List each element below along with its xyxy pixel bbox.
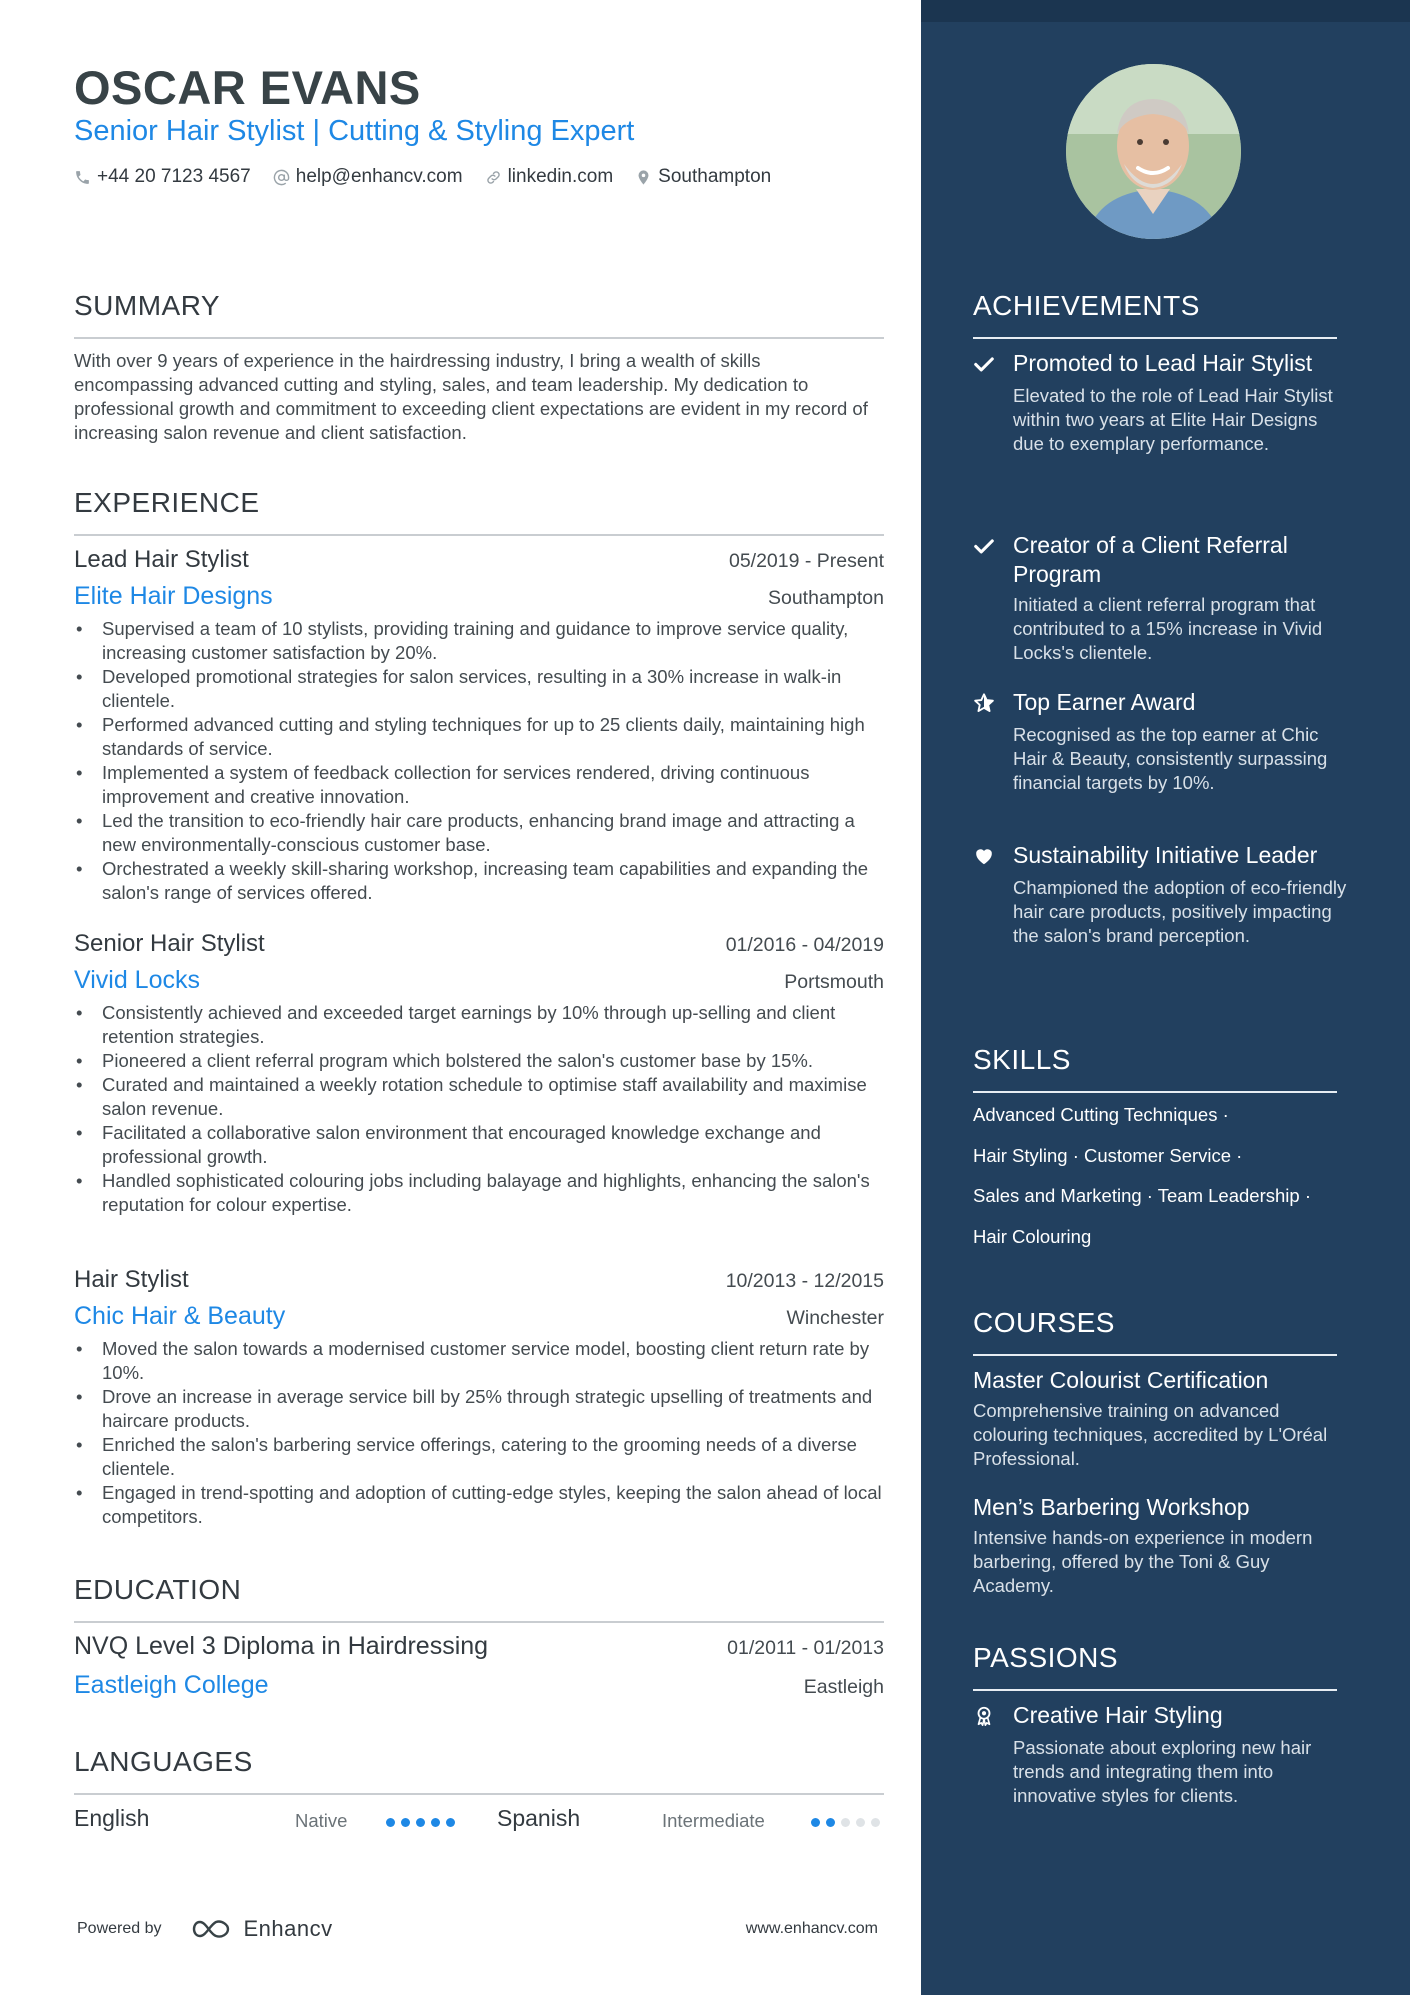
- achievement-item: [973, 349, 1353, 456]
- achievement-item: [973, 688, 1353, 795]
- proficiency-dot: [446, 1818, 455, 1827]
- bullet-item: • Enriched the salon's barbering service offerings, catering to the grooming needs of a diverse clientele.: [74, 1433, 884, 1481]
- check-icon: [973, 535, 995, 557]
- bullet-item: • Handled sophisticated colouring jobs including balayage and highlights, enhancing the salon's reputation for colour expertise.: [74, 1169, 884, 1217]
- proficiency-dot: [401, 1818, 410, 1827]
- proficiency-dot: [386, 1818, 395, 1827]
- skill-line: Advanced Cutting Techniques ·: [973, 1104, 1229, 1125]
- award-icon: [973, 1705, 995, 1727]
- section-title-courses: COURSES: [973, 1307, 1115, 1338]
- bullet-item: • Developed promotional strategies for salon services, resulting in a 30% increase in walk-in clientele.: [74, 665, 884, 713]
- job-dates: 01/2016 - 04/2019: [725, 934, 884, 956]
- bullet-item: • Drove an increase in average service bill by 25% through strategic upselling of treatments and haircare products.: [74, 1385, 884, 1433]
- proficiency-dot: [416, 1818, 425, 1827]
- contact-location: [635, 166, 771, 188]
- bullet-item: • Implemented a system of feedback collection for services rendered, driving continuous improvement and creative innovation.: [74, 761, 884, 809]
- proficiency-dot: [826, 1818, 835, 1827]
- achievement-item: [973, 531, 1353, 665]
- language-proficiency-dots: [811, 1818, 880, 1827]
- school-name[interactable]: Eastleigh College: [74, 1671, 269, 1699]
- bullet-item: • Curated and maintained a weekly rotation schedule to optimise staff availability and maximise salon revenue.: [74, 1073, 884, 1121]
- contact-linkedin[interactable]: [485, 166, 614, 188]
- skill-line: Sales and Marketing · Team Leadership ·: [973, 1185, 1311, 1206]
- company-name[interactable]: Elite Hair Designs: [74, 582, 273, 610]
- section-divider: [973, 1091, 1337, 1093]
- language-level: Native: [295, 1810, 348, 1831]
- proficiency-dot: [856, 1818, 865, 1827]
- job-location: Winchester: [786, 1307, 884, 1329]
- section-divider: [74, 1621, 884, 1623]
- job-dates: 10/2013 - 12/2015: [725, 1270, 884, 1292]
- achievement-title: Top Earner Award: [1013, 689, 1196, 715]
- job-location: Southampton: [767, 587, 884, 609]
- language-name: English: [74, 1805, 150, 1831]
- achievement-description: Recognised as the top earner at Chic Hair & Beauty, consistently surpassing financial targets by 10%.: [1013, 724, 1328, 793]
- section-divider: [973, 1689, 1337, 1691]
- profile-photo: [1066, 64, 1241, 239]
- bullet-item: • Performed advanced cutting and styling techniques for up to 25 clients daily, maintaining high standards of service.: [74, 713, 884, 761]
- footer-url[interactable]: www.enhancv.com: [745, 1920, 878, 1937]
- link-icon: [485, 169, 502, 186]
- education-dates: 01/2011 - 01/2013: [727, 1637, 884, 1659]
- achievement-title: Promoted to Lead Hair Stylist: [1013, 350, 1313, 376]
- job-title: Lead Hair Stylist: [74, 546, 249, 573]
- course-item: [973, 1366, 1343, 1471]
- course-item: [973, 1493, 1343, 1598]
- location-pin-icon: [635, 169, 652, 186]
- achievement-item: [973, 841, 1353, 948]
- course-description: Comprehensive training on advanced colouring techniques, accredited by L'Oréal Professional.: [973, 1400, 1328, 1469]
- section-divider: [973, 1354, 1337, 1356]
- education-location: Eastleigh: [803, 1676, 884, 1698]
- achievement-title: Sustainability Initiative Leader: [1013, 842, 1318, 868]
- footer-branding: [77, 1916, 333, 1942]
- bullet-item: • Engaged in trend-spotting and adoption of cutting-edge styles, keeping the salon ahead of local competitors.: [74, 1481, 884, 1529]
- job-title: Senior Hair Stylist: [74, 930, 265, 957]
- section-divider: [74, 337, 884, 339]
- check-icon: [973, 353, 995, 375]
- enhancv-logo-icon: [188, 1917, 234, 1941]
- at-icon: [273, 169, 290, 186]
- candidate-name: OSCAR EVANS: [74, 61, 421, 114]
- passion-title: Creative Hair Styling: [1013, 1702, 1223, 1728]
- section-title-languages: LANGUAGES: [74, 1746, 253, 1777]
- experience-entry: [74, 930, 884, 1217]
- proficiency-dot: [431, 1818, 440, 1827]
- job-bullets: [74, 1337, 884, 1529]
- section-title-passions: PASSIONS: [973, 1642, 1119, 1673]
- proficiency-dot: [841, 1818, 850, 1827]
- section-title-achievements: ACHIEVEMENTS: [973, 290, 1200, 321]
- proficiency-dot: [871, 1818, 880, 1827]
- achievement-title: Creator of a Client Referral Program: [1013, 532, 1288, 587]
- achievement-description: Championed the adoption of eco-friendly hair care products, positively impacting the salon's brand perception.: [1013, 877, 1347, 946]
- education-entry: [74, 1632, 884, 1700]
- contact-email[interactable]: [273, 166, 463, 188]
- degree-title: NVQ Level 3 Diploma in Hairdressing: [74, 1632, 489, 1660]
- contact-phone-text: +44 20 7123 4567: [97, 166, 251, 187]
- passion-description: Passionate about exploring new hair trends and integrating them into innovative styles for clients.: [1013, 1737, 1312, 1806]
- enhancv-brand-name: Enhancv: [243, 1916, 333, 1941]
- experience-entry: [74, 546, 884, 905]
- company-name[interactable]: Chic Hair & Beauty: [74, 1302, 286, 1330]
- candidate-headline: Senior Hair Stylist | Cutting & Styling Expert: [74, 115, 635, 147]
- contact-email-text: help@enhancv.com: [295, 166, 463, 187]
- phone-icon: [74, 169, 91, 186]
- bullet-item: • Orchestrated a weekly skill-sharing workshop, increasing team capabilities and expanding the salon's range of services offered.: [74, 857, 884, 905]
- star-icon: [973, 692, 995, 714]
- language-proficiency-dots: [386, 1818, 455, 1827]
- bullet-item: • Facilitated a collaborative salon environment that encouraged knowledge exchange and professional growth.: [74, 1121, 884, 1169]
- languages-row: [74, 1805, 884, 1839]
- job-dates: 05/2019 - Present: [728, 550, 884, 572]
- job-bullets: [74, 617, 884, 905]
- language-name: Spanish: [497, 1805, 581, 1831]
- bullet-item: • Moved the salon towards a modernised customer service model, boosting client return rate by 10%.: [74, 1337, 884, 1385]
- passion-item: [973, 1701, 1353, 1808]
- section-divider: [74, 1793, 884, 1795]
- course-title: Men’s Barbering Workshop: [973, 1494, 1250, 1520]
- section-title-education: EDUCATION: [74, 1574, 242, 1605]
- bullet-item: • Led the transition to eco-friendly hair care products, enhancing brand image and attracting a new environmentally-conscious customer base.: [74, 809, 884, 857]
- course-description: Intensive hands-on experience in modern barbering, offered by the Toni & Guy Academy.: [973, 1527, 1313, 1596]
- summary-text: With over 9 years of experience in the hairdressing industry, I bring a wealth of skills encompassing advanced cutting and styling, sales, and team leadership. My dedication to professional growth and commitment to exceeding client expectations are evident in my record of increasing salon revenue and client satisfaction.: [74, 350, 868, 443]
- contact-bar: [74, 166, 771, 188]
- bullet-item: • Pioneered a client referral program which bolstered the salon's customer base by 15%.: [74, 1049, 884, 1073]
- bullet-item: • Consistently achieved and exceeded target earnings by 10% through up-selling and client retention strategies.: [74, 1001, 884, 1049]
- section-divider: [973, 337, 1337, 339]
- contact-location-text: Southampton: [658, 166, 772, 187]
- language-level: Intermediate: [662, 1810, 765, 1831]
- achievement-description: Initiated a client referral program that contributed to a 15% increase in Vivid Locks's clientele.: [1013, 594, 1323, 663]
- company-name[interactable]: Vivid Locks: [74, 966, 200, 994]
- skills-list: [973, 1103, 1353, 1265]
- section-title-experience: EXPERIENCE: [74, 487, 260, 518]
- job-bullets: [74, 1001, 884, 1217]
- proficiency-dot: [811, 1818, 820, 1827]
- contact-linkedin-text: linkedin.com: [507, 166, 614, 187]
- powered-by-label: Powered by: [77, 1920, 162, 1937]
- sidebar-top-band: [921, 0, 1410, 22]
- job-location: Portsmouth: [784, 971, 884, 993]
- bullet-item: • Supervised a team of 10 stylists, providing training and guidance to improve service quality, increasing customer satisfaction by 20%.: [74, 617, 884, 665]
- section-divider: [74, 534, 884, 536]
- experience-entry: [74, 1266, 884, 1529]
- achievement-description: Elevated to the role of Lead Hair Stylist within two years at Elite Hair Designs due to exemplary performance.: [1013, 385, 1333, 454]
- contact-phone[interactable]: [74, 166, 251, 188]
- heart-icon: [973, 845, 995, 867]
- job-title: Hair Stylist: [74, 1266, 189, 1293]
- course-title: Master Colourist Certification: [973, 1367, 1269, 1393]
- skill-line: Hair Colouring: [973, 1225, 1092, 1247]
- section-title-summary: SUMMARY: [74, 290, 221, 321]
- skill-line: Hair Styling · Customer Service ·: [973, 1144, 1243, 1166]
- portrait-illustration: [1066, 64, 1241, 239]
- section-title-skills: SKILLS: [973, 1044, 1071, 1075]
- enhancv-logo[interactable]: [188, 1916, 333, 1942]
